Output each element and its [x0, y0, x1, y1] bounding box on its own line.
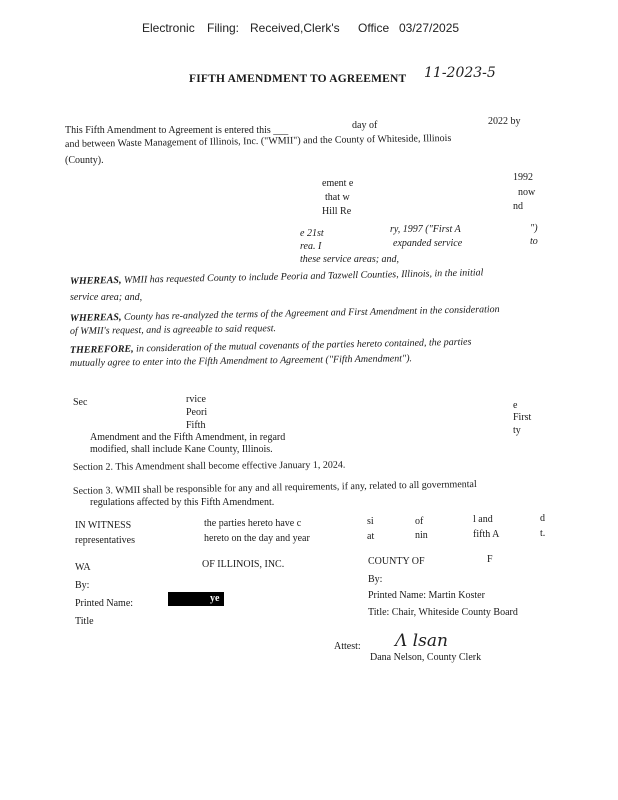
whereas-1-line-1 [70, 267, 484, 287]
whereas-2-label: WHEREAS, [69, 311, 122, 324]
intro-line-1b: day of [352, 120, 378, 131]
section-1-fragment-2: Peori [186, 407, 208, 418]
signer-right-by: By: [368, 574, 383, 585]
fragment-r1b: 1992 [513, 172, 533, 183]
section-1-line-a: Amendment and the Fifth Amendment, in regard [90, 432, 286, 443]
section-1-fragment-4: e [513, 400, 518, 411]
witness-a3: si [367, 516, 374, 527]
filing-office: Office [358, 21, 390, 35]
therefore-label: THEREFORE, [69, 343, 134, 356]
handwritten-document-number: 11-2023-5 [424, 65, 496, 81]
witness-b4: nin [415, 530, 428, 541]
witness-b5: fifth A [473, 529, 500, 540]
intro-line-3: (County). [65, 155, 104, 166]
filing-received: Received,Clerk's [250, 21, 340, 35]
witness-a1: IN WITNESS [75, 520, 132, 531]
witness-a6: d [540, 513, 545, 524]
intro-line-1a: This Fifth Amendment to Agreement is entered this ___ [65, 125, 289, 136]
fragment-r5a: rea. I [300, 241, 322, 252]
witness-b2: hereto on the day and year [204, 533, 310, 544]
signer-right-title: Title: Chair, Whiteside County Board [368, 607, 518, 618]
signer-company-fragment-a: WA [75, 562, 91, 573]
witness-b6: t. [540, 528, 546, 539]
section-1-label: Sec [73, 397, 88, 408]
section-1-fragment-1: rvice [186, 394, 206, 405]
whereas-1-text: WMII has requested County to include Peoria and Tazwell Counties, Illinois, in the initial [123, 267, 484, 286]
section-1-line-b: modified, shall include Kane County, Illinois. [90, 444, 273, 455]
therefore-line-2: mutually agree to enter into the Fifth Amendment to Agreement ("Fifth Amendment"). [69, 353, 413, 369]
fragment-r2b: now [518, 187, 536, 198]
fragment-r4c: ") [530, 223, 538, 234]
signer-right-printed-name: Printed Name: Martin Koster [368, 590, 485, 601]
signer-company-fragment-b: OF ILLINOIS, INC. [202, 559, 285, 570]
fragment-r4b: ry, 1997 ("First A [390, 224, 461, 235]
section-1-fragment-6: ty [513, 425, 521, 436]
fragment-r4a: e 21st [300, 228, 324, 239]
whereas-2-text: County has re-analyzed the terms of the Agreement and First Amendment in the consideration [123, 304, 500, 323]
document-title: FIFTH AMENDMENT TO AGREEMENT [189, 73, 407, 85]
whereas-1-line-2: service area; and, [70, 292, 143, 303]
intro-line-1c: 2022 by [488, 116, 521, 127]
attest-label: Attest: [334, 641, 361, 652]
witness-a4: of [415, 516, 424, 527]
intro-line-2: and between Waste Management of Illinois, Inc. ("WMII") and the County of Whiteside, Illinois [64, 132, 452, 150]
fragment-r1a: ement e [322, 178, 354, 189]
fragment-r5b: expanded service [393, 238, 463, 249]
section-1-fragment-5: First [513, 412, 532, 423]
filing-electronic: Electronic [142, 21, 195, 35]
filing-label: Filing: [207, 21, 240, 35]
fragment-r6: these service areas; and, [300, 254, 400, 265]
filing-date: 03/27/2025 [399, 21, 460, 35]
whereas-2-line-2: of WMII's request, and is agreeable to said request. [69, 323, 277, 337]
clerk-handwritten-signature: Λ lsan [395, 631, 448, 651]
section-3-line-1: Section 3. WMII shall be responsible for any and all requirements, if any, related to all governmental [72, 478, 477, 497]
section-3-line-2: regulations affected by this Fifth Amendment. [90, 497, 275, 508]
signer-left-printed-name-label: Printed Name: [75, 598, 134, 609]
county-label: COUNTY OF [368, 556, 425, 567]
witness-a2: the parties hereto have c [204, 518, 302, 529]
signer-left-title-label: Title [75, 616, 94, 627]
therefore-text: in consideration of the mutual covenants of the parties hereto contained, the parties [136, 336, 472, 355]
signer-left-name-visible: ye [210, 593, 220, 604]
fragment-r3a: Hill Re [322, 206, 352, 217]
clerk-name: Dana Nelson, County Clerk [370, 652, 482, 663]
county-fragment: F [487, 554, 493, 565]
fragment-r2a: that w [325, 192, 350, 203]
section-1-fragment-3: Fifth [186, 420, 206, 431]
whereas-2-line-1 [70, 304, 500, 324]
signer-left-by: By: [75, 580, 90, 591]
witness-b3: at [367, 531, 375, 542]
witness-a5: l and [473, 514, 493, 525]
whereas-1-label: WHEREAS, [69, 274, 122, 287]
fragment-r5c: to [530, 236, 538, 247]
section-2: Section 2. This Amendment shall become effective January 1, 2024. [72, 459, 346, 473]
fragment-r3b: nd [513, 201, 523, 212]
witness-b1: representatives [75, 535, 135, 546]
